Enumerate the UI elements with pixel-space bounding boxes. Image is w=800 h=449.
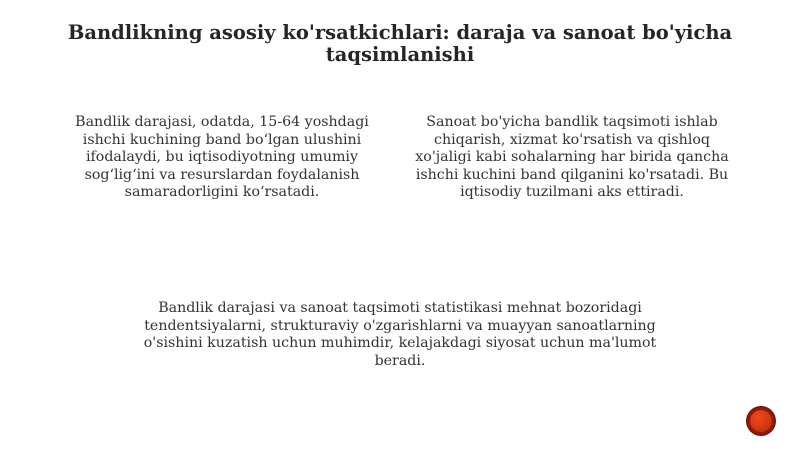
left-paragraph: Bandlik darajasi, odatda, 15-64 yoshdagi ishchi kuchining band boʻlgan ulushini ifodalaydi, bu iqtisodiyotning umumiy sogʻligʻini va resurslardan foydalanish samaradorligini koʻrsatadi. [75, 114, 369, 201]
slide-title-line1: Bandlikning asosiy ko'rsatkichlari: daraja va sanoat bo'yicha [67, 21, 733, 44]
bottom-paragraph: Bandlik darajasi va sanoat taqsimoti statistikasi mehnat bozoridagi tendentsiyalarni, strukturaviy o'zgarishlarni va muayyan sanoatlarning o'sishini kuzatish uchun muhimdir, kelajakdagi siyosat uchun ma'lumot beradi. [143, 300, 657, 369]
slide-title-line2: taqsimlanishi [325, 43, 475, 66]
right-paragraph: Sanoat bo'yicha bandlik taqsimoti ishlab chiqarish, xizmat ko'rsatish va qishloq xo'jaligi kabi sohalarning har birida qancha ishchi kuchini band qilganini ko'rsatadi. Bu iqtisodiy tuzilmani aks ettiradi. [415, 114, 729, 201]
slide-title [40, 22, 760, 66]
circle-nav-icon[interactable] [747, 407, 775, 435]
